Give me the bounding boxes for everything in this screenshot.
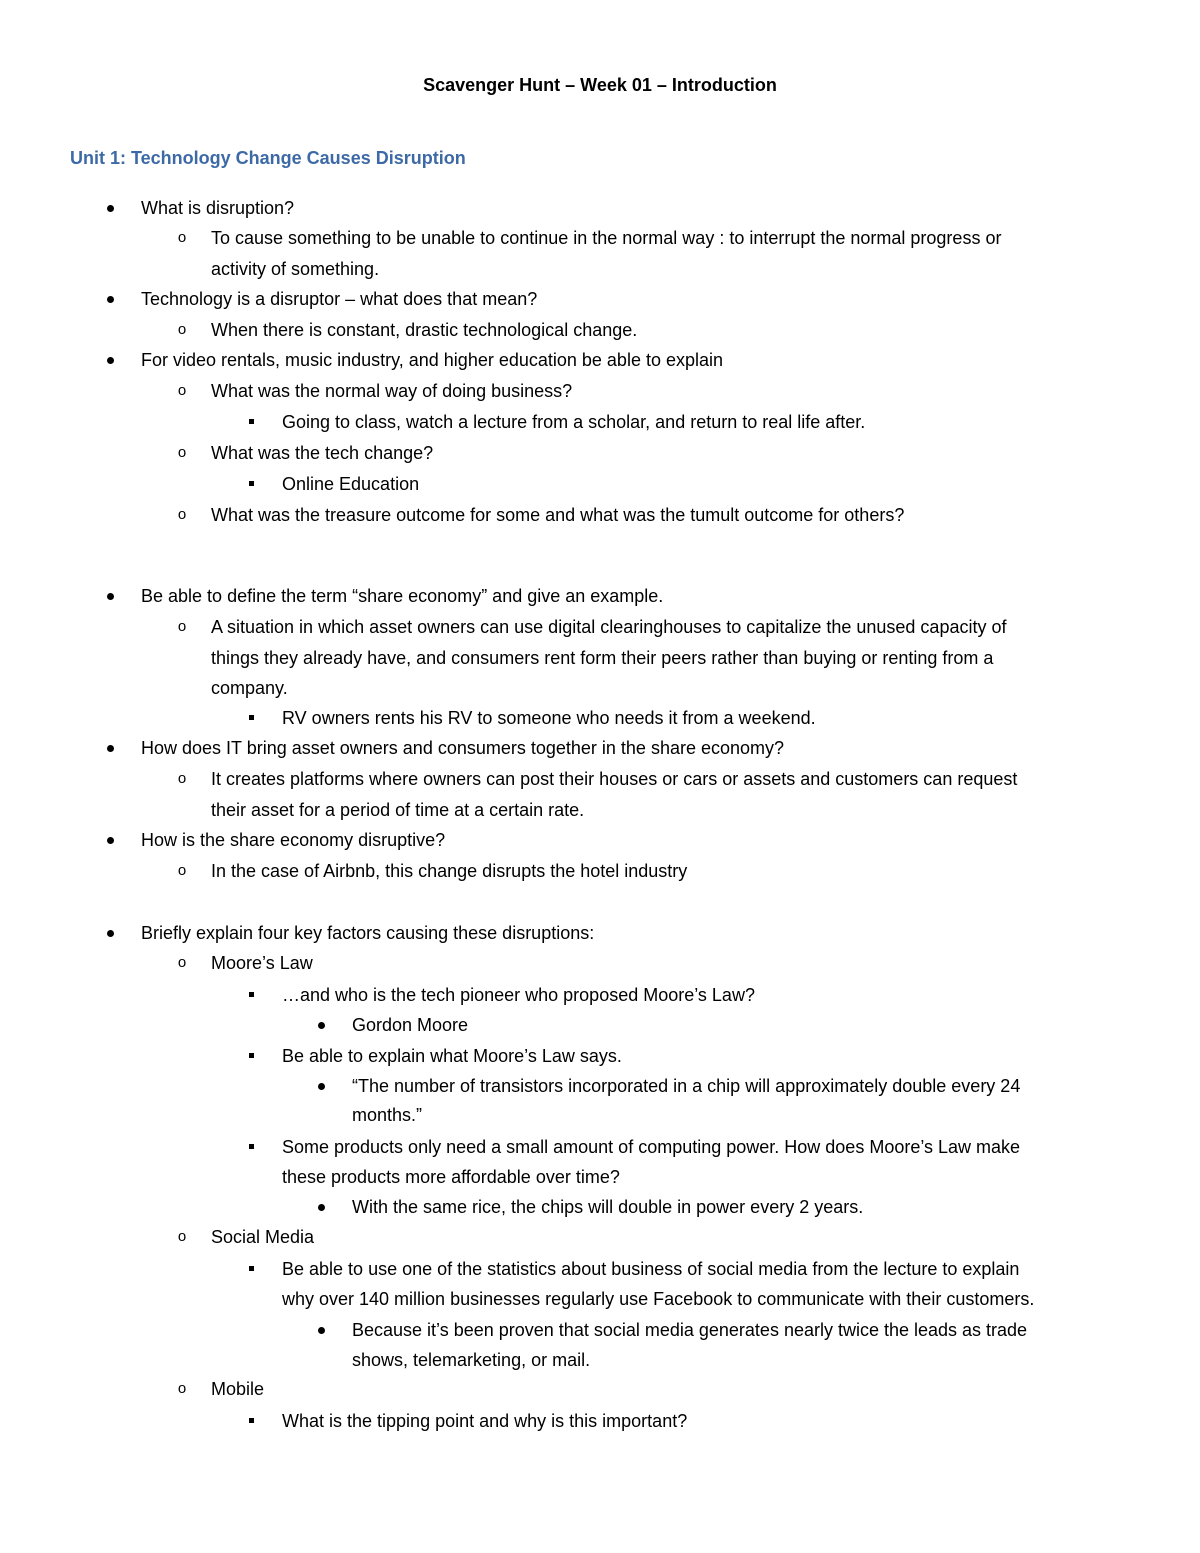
list-item: Be able to use one of the statistics about business of social media from the lecture to explain <box>282 1259 1020 1279</box>
list-item: Online Education <box>282 474 420 494</box>
list-item: Going to class, watch a lecture from a scholar, and return to real life after. <box>282 412 866 432</box>
list-item-continuation: these products more affordable over time? <box>282 1167 620 1187</box>
list-item: …and who is the tech pioneer who proposed Moore’s Law? <box>282 985 755 1005</box>
circle-bullet-marker: o <box>177 1228 187 1245</box>
list-item: Be able to explain what Moore’s Law says. <box>282 1046 622 1066</box>
list-item-continuation: company. <box>211 678 288 698</box>
list-item: Moore’s Law <box>211 953 313 973</box>
list-item: Some products only need a small amount of computing power. How does Moore’s Law make <box>282 1137 1021 1157</box>
list-item: “The number of transistors incorporated in a chip will approximately double every 24 <box>352 1076 1021 1096</box>
list-item: A situation in which asset owners can use digital clearinghouses to capitalize the unused capacity of <box>211 617 1007 637</box>
list-item: Technology is a disruptor – what does that mean? <box>141 289 538 309</box>
list-item: Social Media <box>211 1227 315 1247</box>
circle-bullet-marker: o <box>177 770 187 787</box>
list-item: What was the tech change? <box>211 443 434 463</box>
list-item: For video rentals, music industry, and higher education be able to explain <box>141 350 724 370</box>
circle-bullet-marker: o <box>177 1380 187 1397</box>
list-item: What is disruption? <box>141 198 295 218</box>
circle-bullet-marker: o <box>177 954 187 971</box>
circle-bullet-marker: o <box>177 321 187 338</box>
list-item: To cause something to be unable to continue in the normal way : to interrupt the normal progress or <box>211 228 1002 248</box>
list-item-continuation: months.” <box>352 1105 423 1125</box>
circle-bullet-marker: o <box>177 618 187 635</box>
circle-bullet-marker: o <box>177 444 187 461</box>
list-item-continuation: why over 140 million businesses regularly use Facebook to communicate with their customers. <box>282 1289 1035 1309</box>
list-item: What is the tipping point and why is this important? <box>282 1411 688 1431</box>
list-item: Gordon Moore <box>352 1015 469 1035</box>
unit-heading: Unit 1: Technology Change Causes Disruption <box>70 148 466 168</box>
list-item: Briefly explain four key factors causing these disruptions: <box>141 923 595 943</box>
list-item-continuation: things they already have, and consumers rent form their peers rather than buying or renting from a <box>211 648 994 668</box>
circle-bullet-marker: o <box>177 382 187 399</box>
list-item: With the same rice, the chips will double in power every 2 years. <box>352 1197 864 1217</box>
list-item: RV owners rents his RV to someone who needs it from a weekend. <box>282 708 816 728</box>
list-item-continuation: shows, telemarketing, or mail. <box>352 1350 591 1370</box>
list-item: When there is constant, drastic technological change. <box>211 320 638 340</box>
list-item: Mobile <box>211 1379 265 1399</box>
list-item: Because it’s been proven that social media generates nearly twice the leads as trade <box>352 1320 1028 1340</box>
list-item: In the case of Airbnb, this change disrupts the hotel industry <box>211 861 688 881</box>
list-item-continuation: their asset for a period of time at a certain rate. <box>211 800 585 820</box>
list-item: How does IT bring asset owners and consumers together in the share economy? <box>141 738 785 758</box>
list-item-continuation: activity of something. <box>211 259 380 279</box>
page-title: Scavenger Hunt – Week 01 – Introduction <box>423 75 777 95</box>
list-item: What was the treasure outcome for some and what was the tumult outcome for others? <box>211 505 905 525</box>
circle-bullet-marker: o <box>177 229 187 246</box>
list-item: How is the share economy disruptive? <box>141 830 446 850</box>
list-item: What was the normal way of doing business? <box>211 381 573 401</box>
circle-bullet-marker: o <box>177 506 187 523</box>
list-item: It creates platforms where owners can post their houses or cars or assets and customers can request <box>211 769 1018 789</box>
list-item: Be able to define the term “share economy” and give an example. <box>141 586 664 606</box>
circle-bullet-marker: o <box>177 862 187 879</box>
